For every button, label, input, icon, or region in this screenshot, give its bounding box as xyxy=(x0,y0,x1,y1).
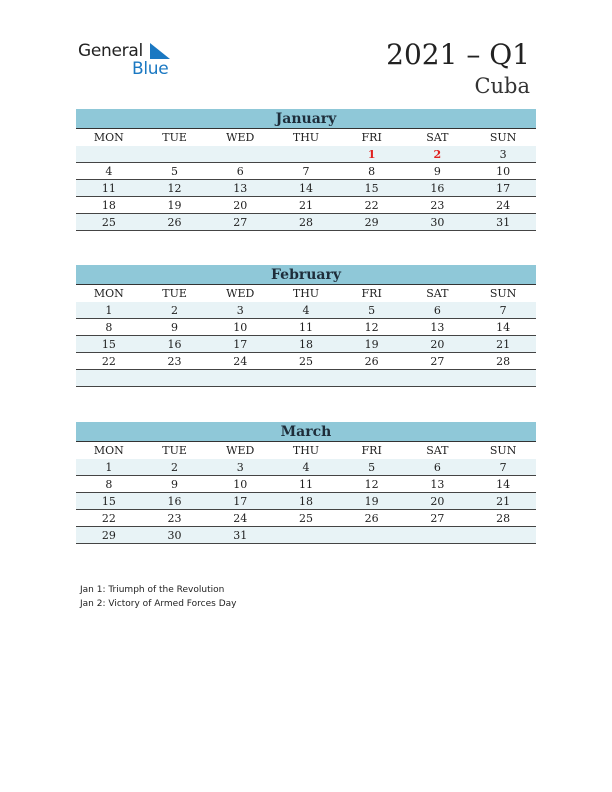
day-cell: 10 xyxy=(207,476,273,493)
day-cell: 12 xyxy=(339,319,405,336)
day-cell: 15 xyxy=(76,493,142,510)
day-cell: 2 xyxy=(142,302,208,319)
week-row xyxy=(76,163,536,180)
day-cell: 5 xyxy=(339,459,405,476)
day-cell: 7 xyxy=(273,163,339,180)
day-cell: 7 xyxy=(470,302,536,319)
day-cell xyxy=(405,370,471,387)
week-row xyxy=(76,214,536,231)
day-cell: 4 xyxy=(273,459,339,476)
day-cell: 22 xyxy=(76,353,142,370)
day-cell: 21 xyxy=(470,336,536,353)
day-cell xyxy=(207,146,273,163)
country-name: Cuba xyxy=(474,74,530,98)
day-cell: 9 xyxy=(142,319,208,336)
day-cell: 27 xyxy=(405,353,471,370)
weekday-label: SAT xyxy=(426,444,449,457)
weekday-row xyxy=(76,129,536,146)
day-cell: 31 xyxy=(470,214,536,231)
day-cell: 20 xyxy=(207,197,273,214)
day-cell: 27 xyxy=(207,214,273,231)
day-cell: 10 xyxy=(207,319,273,336)
page-title: 2021 – Q1 xyxy=(386,38,530,71)
day-cell: 6 xyxy=(405,459,471,476)
day-cell: 1 xyxy=(76,302,142,319)
day-cell xyxy=(470,527,536,544)
weekday-label: MON xyxy=(93,131,124,144)
day-cell: 26 xyxy=(142,214,208,231)
week-row xyxy=(76,370,536,387)
holiday-notes xyxy=(80,583,236,611)
holiday-day-cell: 2 xyxy=(405,146,471,163)
weekday-label: FRI xyxy=(361,444,382,457)
day-cell: 30 xyxy=(142,527,208,544)
day-cell: 14 xyxy=(470,476,536,493)
day-cell xyxy=(273,527,339,544)
weekday-label: TUE xyxy=(162,287,187,300)
weekday-row xyxy=(76,442,536,459)
week-row xyxy=(76,527,536,544)
day-cell: 28 xyxy=(470,510,536,527)
week-rows xyxy=(76,459,536,544)
holiday-day-cell: 1 xyxy=(339,146,405,163)
weekday-label: SUN xyxy=(489,444,517,457)
day-cell: 14 xyxy=(273,180,339,197)
day-cell: 20 xyxy=(405,336,471,353)
day-cell: 23 xyxy=(142,510,208,527)
week-row xyxy=(76,476,536,493)
day-cell: 18 xyxy=(273,493,339,510)
day-cell: 15 xyxy=(76,336,142,353)
day-cell: 6 xyxy=(207,163,273,180)
weekday-label: SAT xyxy=(426,131,449,144)
calendar-table xyxy=(76,442,536,544)
day-cell xyxy=(142,370,208,387)
day-cell: 18 xyxy=(76,197,142,214)
day-cell: 5 xyxy=(142,163,208,180)
day-cell xyxy=(339,370,405,387)
weekday-label: TUE xyxy=(162,444,187,457)
day-cell: 26 xyxy=(339,353,405,370)
day-cell xyxy=(207,370,273,387)
day-cell: 12 xyxy=(142,180,208,197)
day-cell: 1 xyxy=(76,459,142,476)
day-cell: 8 xyxy=(76,476,142,493)
holiday-note: Jan 1: Triumph of the Revolution xyxy=(80,585,225,595)
weekday-label: FRI xyxy=(361,131,382,144)
week-row xyxy=(76,197,536,214)
week-row xyxy=(76,302,536,319)
month-january xyxy=(76,109,536,231)
day-cell: 10 xyxy=(470,163,536,180)
day-cell: 17 xyxy=(207,336,273,353)
day-cell: 4 xyxy=(273,302,339,319)
day-cell: 19 xyxy=(339,493,405,510)
day-cell: 3 xyxy=(207,459,273,476)
day-cell xyxy=(273,146,339,163)
week-rows xyxy=(76,302,536,387)
week-row xyxy=(76,510,536,527)
month-title: February xyxy=(76,265,536,285)
day-cell: 28 xyxy=(273,214,339,231)
day-cell: 27 xyxy=(405,510,471,527)
week-row xyxy=(76,353,536,370)
day-cell: 11 xyxy=(273,319,339,336)
week-row xyxy=(76,493,536,510)
day-cell: 17 xyxy=(207,493,273,510)
day-cell: 7 xyxy=(470,459,536,476)
week-row xyxy=(76,319,536,336)
day-cell: 8 xyxy=(339,163,405,180)
holiday-note: Jan 2: Victory of Armed Forces Day xyxy=(80,599,237,609)
day-cell xyxy=(273,370,339,387)
weekday-label: THU xyxy=(292,131,320,144)
month-february xyxy=(76,265,536,387)
day-cell: 5 xyxy=(339,302,405,319)
weekday-header xyxy=(76,442,536,459)
day-cell: 6 xyxy=(405,302,471,319)
day-cell: 25 xyxy=(76,214,142,231)
day-cell: 13 xyxy=(405,319,471,336)
logo-triangle-icon xyxy=(150,43,170,59)
day-cell: 13 xyxy=(405,476,471,493)
day-cell: 9 xyxy=(405,163,471,180)
brand-blue-text: Blue xyxy=(132,59,169,79)
day-cell: 20 xyxy=(405,493,471,510)
day-cell: 31 xyxy=(207,527,273,544)
week-row xyxy=(76,146,536,163)
day-cell: 16 xyxy=(142,336,208,353)
week-rows xyxy=(76,146,536,231)
week-row xyxy=(76,459,536,476)
day-cell: 15 xyxy=(339,180,405,197)
day-cell: 25 xyxy=(273,510,339,527)
day-cell: 25 xyxy=(273,353,339,370)
day-cell: 11 xyxy=(76,180,142,197)
weekday-header xyxy=(76,285,536,302)
day-cell: 12 xyxy=(339,476,405,493)
weekday-label: WED xyxy=(226,287,255,300)
brand-logo xyxy=(78,41,178,81)
day-cell: 22 xyxy=(339,197,405,214)
calendar-table xyxy=(76,129,536,231)
day-cell: 28 xyxy=(470,353,536,370)
day-cell xyxy=(470,370,536,387)
day-cell: 11 xyxy=(273,476,339,493)
day-cell: 24 xyxy=(207,510,273,527)
weekday-label: SUN xyxy=(489,131,517,144)
weekday-label: WED xyxy=(226,444,255,457)
weekday-label: THU xyxy=(292,444,320,457)
weekday-header xyxy=(76,129,536,146)
weekday-label: WED xyxy=(226,131,255,144)
day-cell: 19 xyxy=(142,197,208,214)
day-cell: 2 xyxy=(142,459,208,476)
weekday-label: THU xyxy=(292,287,320,300)
day-cell: 17 xyxy=(470,180,536,197)
brand-general-text: General xyxy=(78,41,143,61)
week-row xyxy=(76,180,536,197)
day-cell: 24 xyxy=(207,353,273,370)
day-cell: 16 xyxy=(142,493,208,510)
month-title: January xyxy=(76,109,536,129)
day-cell: 23 xyxy=(142,353,208,370)
day-cell xyxy=(76,370,142,387)
day-cell: 19 xyxy=(339,336,405,353)
month-title: March xyxy=(76,422,536,442)
weekday-label: SAT xyxy=(426,287,449,300)
day-cell: 21 xyxy=(273,197,339,214)
day-cell: 21 xyxy=(470,493,536,510)
day-cell xyxy=(142,146,208,163)
day-cell xyxy=(339,527,405,544)
day-cell: 18 xyxy=(273,336,339,353)
day-cell: 8 xyxy=(76,319,142,336)
weekday-label: MON xyxy=(93,287,124,300)
day-cell: 13 xyxy=(207,180,273,197)
weekday-label: MON xyxy=(93,444,124,457)
weekday-label: SUN xyxy=(489,287,517,300)
day-cell: 26 xyxy=(339,510,405,527)
month-march xyxy=(76,422,536,544)
weekday-row xyxy=(76,285,536,302)
day-cell: 30 xyxy=(405,214,471,231)
day-cell: 29 xyxy=(76,527,142,544)
day-cell xyxy=(405,527,471,544)
weekday-label: TUE xyxy=(162,131,187,144)
day-cell: 24 xyxy=(470,197,536,214)
day-cell: 3 xyxy=(207,302,273,319)
day-cell: 29 xyxy=(339,214,405,231)
day-cell: 14 xyxy=(470,319,536,336)
weekday-label: FRI xyxy=(361,287,382,300)
day-cell: 23 xyxy=(405,197,471,214)
week-row xyxy=(76,336,536,353)
day-cell: 22 xyxy=(76,510,142,527)
day-cell: 3 xyxy=(470,146,536,163)
day-cell: 4 xyxy=(76,163,142,180)
day-cell: 9 xyxy=(142,476,208,493)
calendar-table xyxy=(76,285,536,387)
day-cell: 16 xyxy=(405,180,471,197)
day-cell xyxy=(76,146,142,163)
